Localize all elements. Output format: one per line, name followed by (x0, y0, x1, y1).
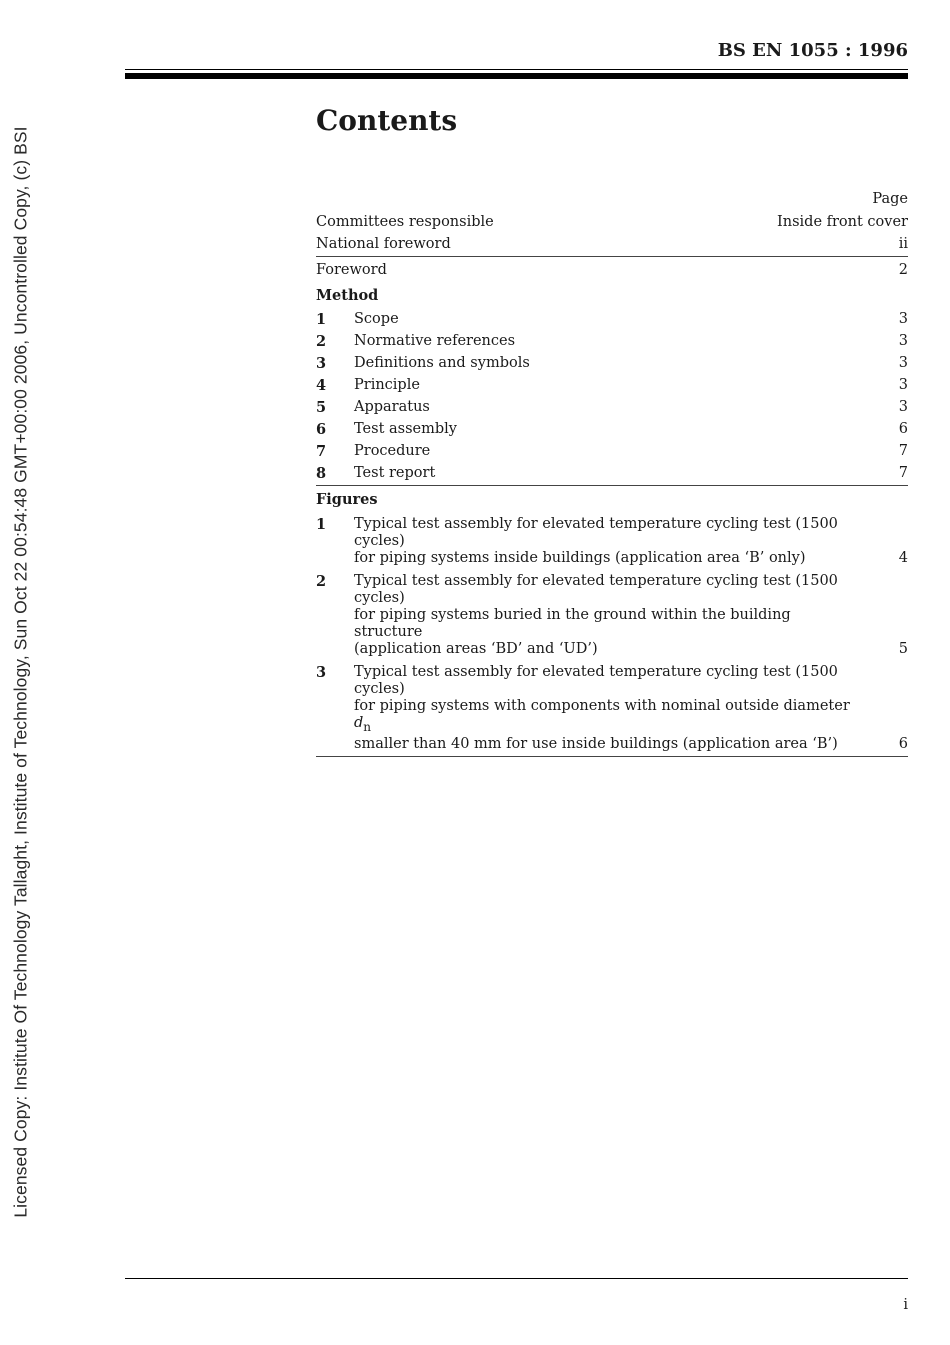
figure-caption-line: Typical test assembly for elevated temperature cycling test (1500 cycles) (354, 516, 838, 549)
clause-page: 3 (898, 333, 908, 349)
toc-entry-clause[interactable] (316, 463, 908, 486)
figure-page: 5 (898, 641, 908, 657)
clause-title: Definitions and symbols (354, 355, 530, 371)
figure-caption-line: for piping systems with components with nominal outside diameter (354, 698, 850, 714)
toc-entry-clause[interactable] (316, 309, 908, 331)
figure-page: 6 (898, 735, 908, 752)
clause-number: 3 (316, 355, 327, 372)
footer-rule (125, 1278, 908, 1279)
diameter-symbol: d (354, 715, 364, 731)
clause-page: 3 (898, 399, 908, 415)
clause-title: Procedure (354, 443, 431, 459)
toc-entry-clause[interactable] (316, 397, 908, 419)
clause-number: 2 (316, 333, 327, 350)
toc-entry-page: Inside front cover (777, 214, 908, 230)
clause-title: Normative references (354, 333, 516, 349)
toc-entry-figure[interactable] (316, 570, 908, 661)
clause-page: 3 (898, 355, 908, 371)
clause-title: Apparatus (354, 399, 430, 415)
toc-entry-figure[interactable] (316, 513, 908, 570)
diameter-subscript: n (363, 719, 372, 734)
toc-entry-national-foreword[interactable] (316, 234, 908, 257)
section-heading-method: Method (316, 287, 379, 304)
section-heading-figures: Figures (316, 491, 378, 508)
toc-entry-foreword[interactable] (316, 257, 908, 282)
figure-caption-line: Typical test assembly for elevated temperature cycling test (1500 cycles) (354, 664, 838, 697)
toc-entry-clause[interactable] (316, 441, 908, 463)
figure-caption (354, 573, 868, 658)
page-number: i (903, 1297, 908, 1313)
toc-entry-label: Committees responsible (316, 214, 494, 230)
toc-entry-clause[interactable] (316, 375, 908, 397)
toc-entry-label: Foreword (316, 262, 387, 278)
table-of-contents (316, 188, 908, 757)
toc-entry-clause[interactable] (316, 353, 908, 375)
figure-caption (354, 516, 868, 567)
toc-entry-label: National foreword (316, 236, 451, 252)
clause-page: 7 (898, 443, 908, 459)
toc-entry-figure[interactable] (316, 661, 908, 757)
figure-caption-line: for piping systems inside buildings (application area ‘B’ only) (354, 550, 806, 566)
figure-caption-line: (application areas ‘BD’ and ‘UD’) (354, 641, 598, 657)
header-rule-thick (125, 73, 908, 79)
clause-number: 6 (316, 421, 327, 438)
figure-number: 2 (316, 573, 327, 590)
clause-title: Scope (354, 311, 399, 327)
clause-title: Principle (354, 377, 420, 393)
clause-title: Test report (354, 465, 436, 481)
clause-number: 7 (316, 443, 327, 460)
page-title: Contents (316, 104, 458, 137)
figure-caption-line: Typical test assembly for elevated temperature cycling test (1500 cycles) (354, 573, 838, 606)
document-reference: BS EN 1055 : 1996 (717, 40, 908, 61)
clause-page: 3 (898, 311, 908, 327)
clause-page: 6 (898, 421, 908, 437)
figure-caption-line: smaller than 40 mm for use inside buildings (application area ‘B’) (354, 735, 838, 752)
header-rule-thin (125, 69, 908, 70)
page-column-heading: Page (872, 191, 908, 207)
toc-entry-page: ii (898, 236, 908, 252)
clause-number: 1 (316, 311, 327, 328)
toc-entry-clause[interactable] (316, 331, 908, 353)
toc-entry-committees[interactable] (316, 212, 908, 234)
toc-entry-page: 2 (898, 262, 908, 278)
figure-number: 1 (316, 516, 327, 533)
figure-caption-line: for piping systems buried in the ground within the building structure (354, 607, 791, 640)
toc-entry-clause[interactable] (316, 419, 908, 441)
figure-number: 3 (316, 664, 327, 681)
clause-number: 5 (316, 399, 327, 416)
clause-page: 3 (898, 377, 908, 393)
clause-number: 8 (316, 465, 327, 482)
clause-page: 7 (898, 465, 908, 481)
clause-number: 4 (316, 377, 327, 394)
figure-caption (354, 664, 868, 753)
figure-page: 4 (898, 550, 908, 566)
license-watermark: Licensed Copy: Institute Of Technology Tallaght, Institute of Technology, Sun Oct 22 00:54:48 GMT+00:00 2006, Uncontrolled Copy, (c) BSI (10, 126, 31, 1218)
clause-title: Test assembly (354, 421, 457, 437)
